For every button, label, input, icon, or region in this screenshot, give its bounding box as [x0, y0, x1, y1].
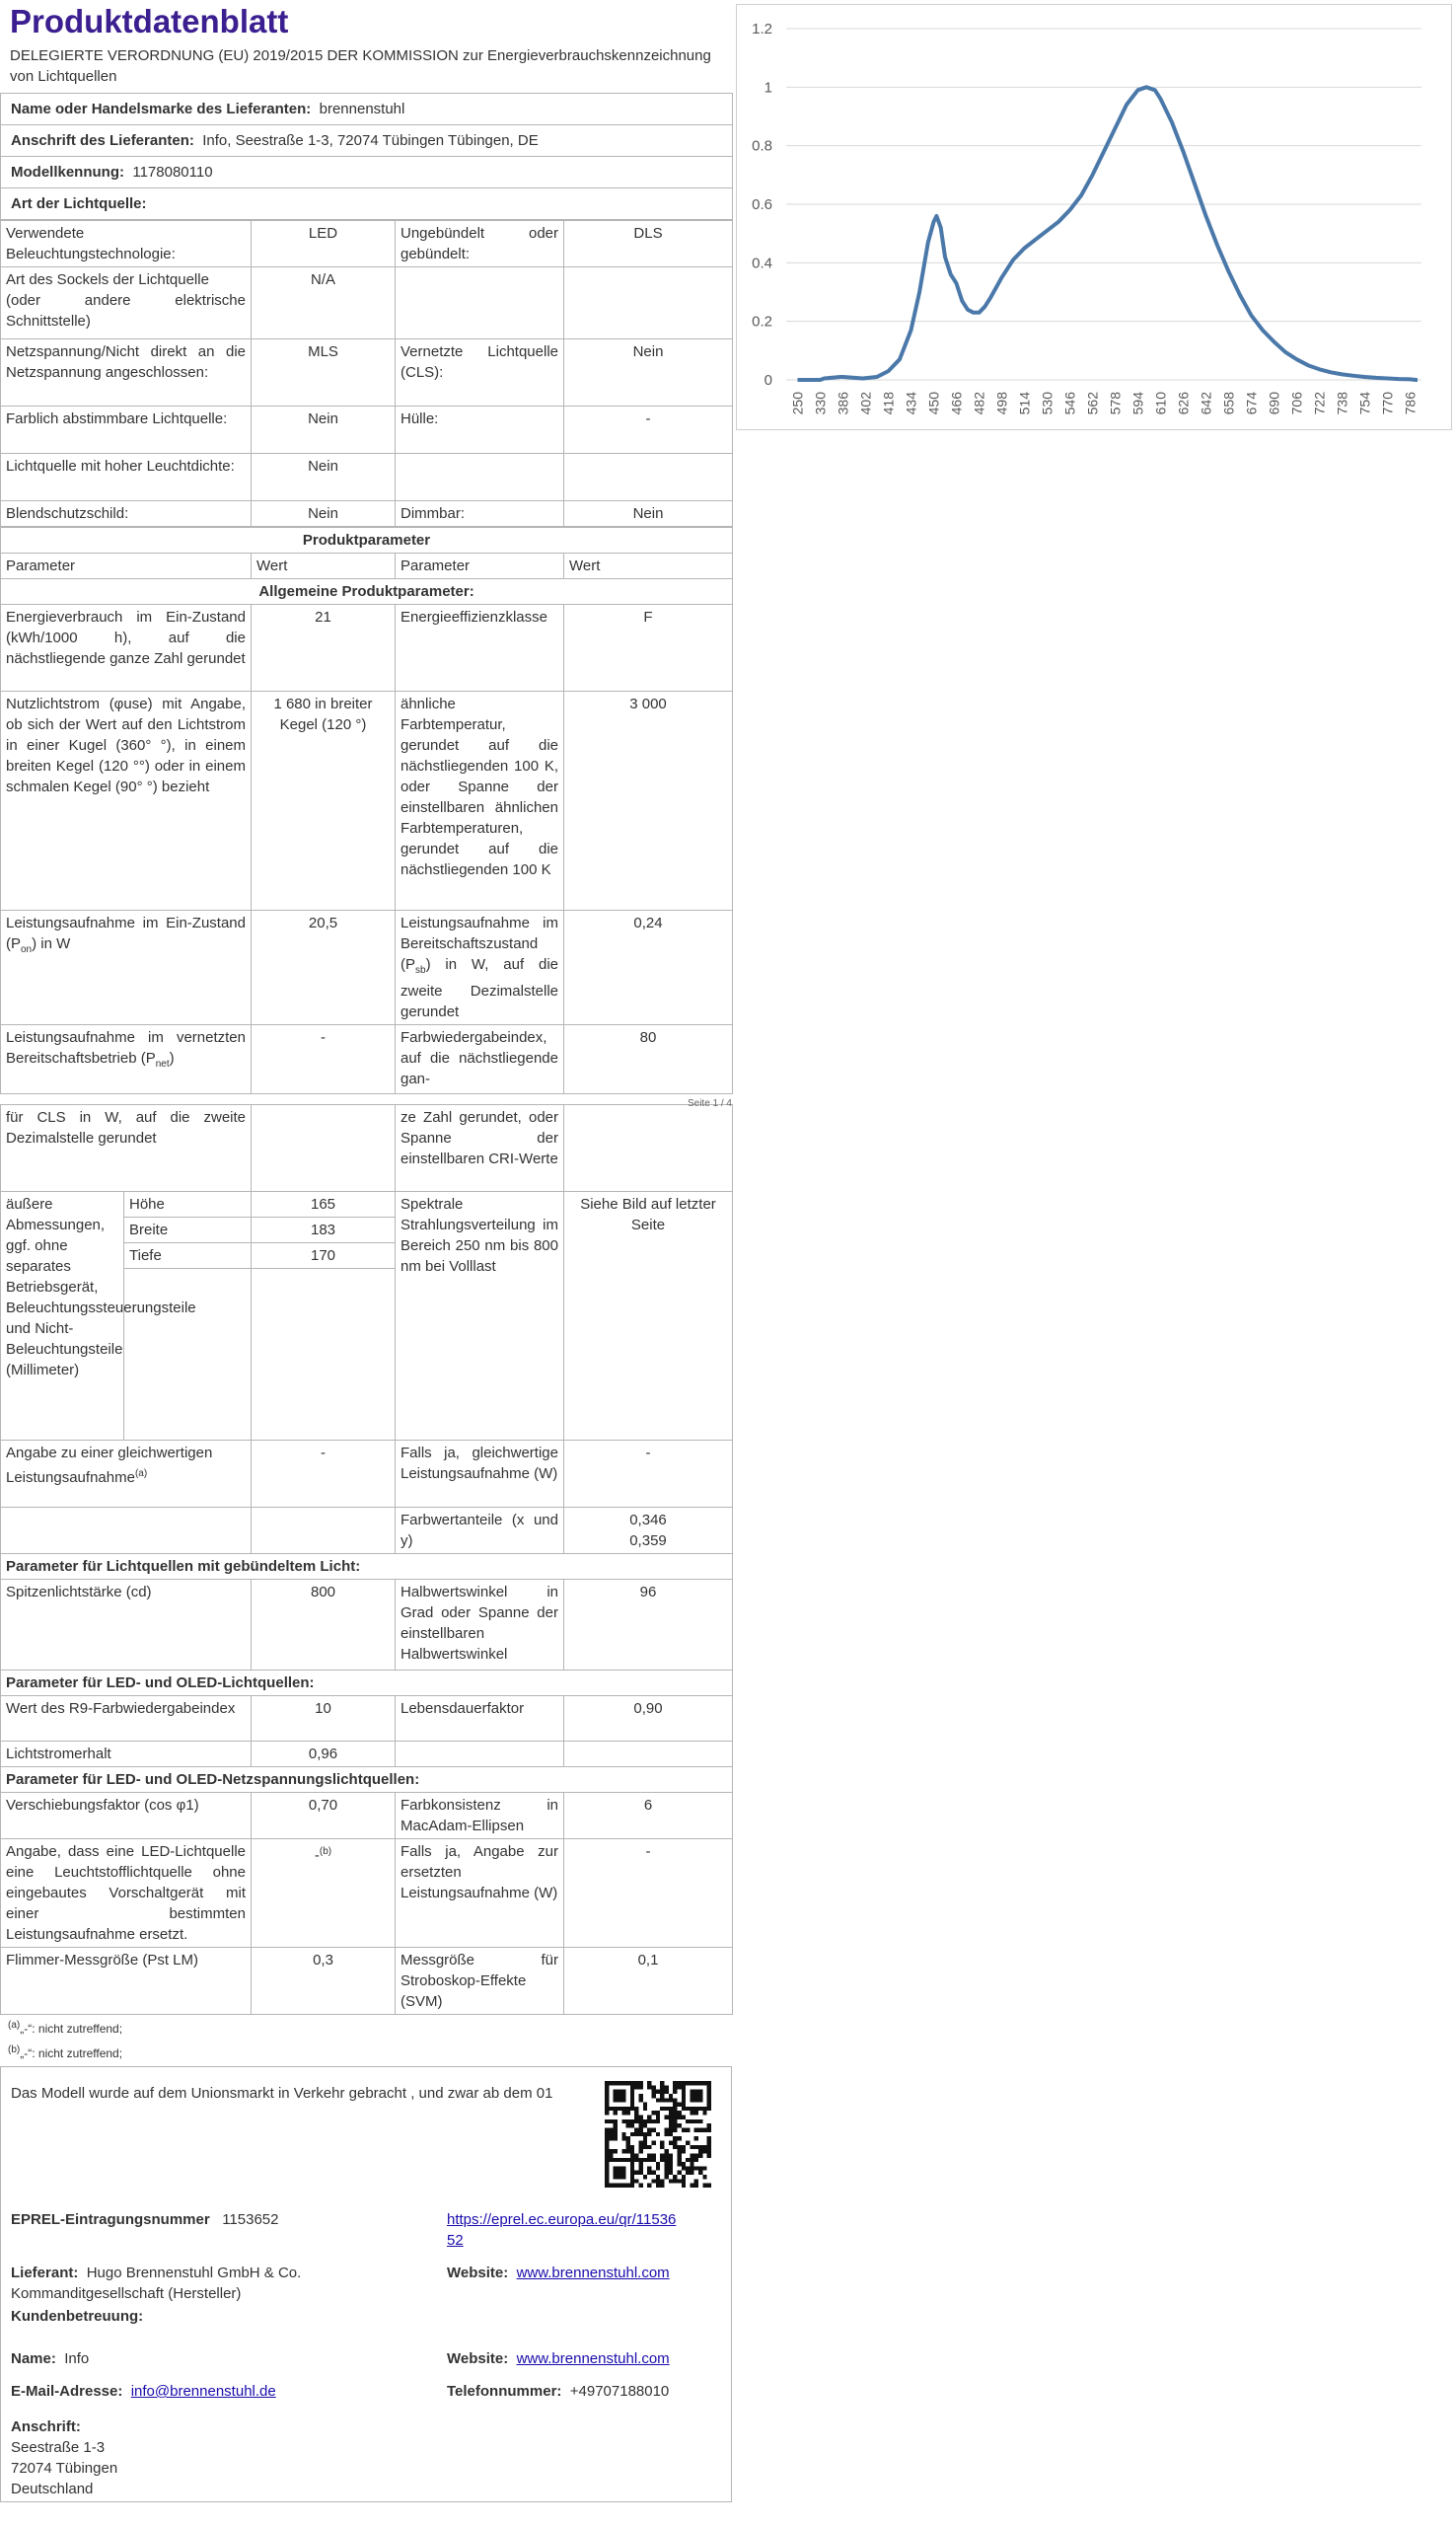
type-label: Netzspannung/Nicht direkt an die Netzspannung angeschlossen: — [1, 339, 252, 407]
luminous-flux-label: Nutzlichtstrom (φuse) mit Angabe, ob sich der Wert auf den Lichtstrom in einer Kugel (360° °), in einem breiten Kegel (120 °°) oder in einem schmalen Kegel (90° °) bezieht — [1, 692, 252, 911]
equivalent-watts-value: - — [564, 1441, 733, 1508]
y-tick-label: 0.2 — [752, 313, 772, 331]
retrofit-claim-value: -$^{(b)}$ — [252, 1839, 396, 1948]
column-header-parameter: Parameter — [396, 554, 564, 579]
phone-value: +49707188010 — [569, 2383, 670, 2400]
x-tick-label: 514 — [1016, 392, 1033, 415]
model-id: 1178080110 — [132, 164, 213, 181]
supplier-address-label: Anschrift des Lieferanten: — [11, 132, 194, 149]
mains-led-heading: Parameter für LED- und OLED-Netzspannungslichtquellen: — [1, 1767, 733, 1793]
page-title: Produktdatenblatt — [10, 3, 289, 39]
type-value: Nein — [252, 501, 396, 527]
cri-label-cont: ze Zahl gerundet, oder Spanne der einstellbaren CRI-Werte — [396, 1105, 564, 1192]
dimensions-label: äußere Abmessungen, ggf. ohne separates Betriebsgerät, Beleuchtungssteuerungsteile und Nicht-Beleuchtungsteile (Millimeter) — [1, 1192, 124, 1441]
type-label: Art des Sockels der Lichtquelle (oder andere elektrische Schnittstelle) — [1, 267, 252, 339]
displacement-factor-value: 0,70 — [252, 1793, 396, 1839]
energy-class-label: Energieeffizienzklasse — [396, 605, 564, 692]
x-tick-label: 754 — [1356, 392, 1373, 415]
spectral-distribution-label: Spektrale Strahlungsverteilung im Bereich 250 nm bis 800 nm bei Volllast — [396, 1192, 564, 1441]
beam-angle-value: 96 — [564, 1580, 733, 1671]
stroboscopic-value: 0,1 — [564, 1948, 733, 2015]
chromaticity-label: Farbwertanteile (x und y) — [396, 1508, 564, 1554]
supplier-value: Hugo Brennenstuhl GmbH & Co. Kommanditgesellschaft (Hersteller) — [11, 2265, 302, 2302]
general-parameters-heading: Allgemeine Produktparameter: — [1, 579, 733, 605]
peak-intensity-value: 800 — [252, 1580, 396, 1671]
peak-intensity-label: Spitzenlichtstärke (cd) — [1, 1580, 252, 1671]
type-label: Blendschutzschild: — [1, 501, 252, 527]
type-value — [564, 454, 733, 501]
supplier-address: Info, Seestraße 1-3, 72074 Tübingen Tübingen, DE — [202, 132, 539, 149]
type-value: Nein — [564, 339, 733, 407]
x-tick-label: 578 — [1107, 392, 1124, 415]
x-tick-label: 386 — [835, 392, 851, 415]
column-header-value: Wert — [252, 554, 396, 579]
x-tick-label: 690 — [1266, 392, 1282, 415]
model-label: Modellkennung: — [11, 164, 124, 181]
networked-standby-label: Leistungsaufnahme im vernetzten Bereitschaftsbetrieb $(P_{net})$ — [1, 1025, 252, 1094]
x-tick-label: 434 — [903, 392, 919, 415]
y-tick-label: 0.8 — [752, 137, 772, 155]
eprel-label: EPREL-Eintragungsnummer — [11, 2211, 210, 2228]
energy-consumption-label: Energieverbrauch im Ein-Zustand (kWh/1000 h), auf die nächstliegende ganze Zahl gerundet — [1, 605, 252, 692]
width-label: Breite — [124, 1218, 252, 1243]
energy-class-value: F — [564, 605, 733, 692]
email-label: E-Mail-Adresse: — [11, 2383, 123, 2400]
page-number: Seite 1 / 4 — [687, 1098, 732, 1109]
product-parameters-table-continued — [0, 1104, 733, 2015]
x-tick-label: 466 — [948, 392, 965, 415]
r9-label: Wert des R9-Farbwiedergabeindex — [1, 1696, 252, 1742]
x-tick-label: 530 — [1039, 392, 1056, 415]
type-label: Vernetzte Lichtquelle (CLS): — [396, 339, 564, 407]
equivalent-power-value: - — [252, 1441, 396, 1508]
x-tick-label: 658 — [1220, 392, 1237, 415]
type-value: Nein — [564, 501, 733, 527]
contact-name: Info — [64, 2350, 90, 2367]
width-value: 183 — [252, 1218, 396, 1243]
x-tick-label: 562 — [1084, 392, 1101, 415]
cri-label: Farbwiedergabeindex, auf die nächstliegende gan- — [396, 1025, 564, 1094]
networked-standby-value: - — [252, 1025, 396, 1094]
led-heading: Parameter für LED- und OLED-Lichtquellen: — [1, 1671, 733, 1696]
x-tick-label: 482 — [971, 392, 987, 415]
type-value: - — [564, 407, 733, 454]
spectrum-series-line — [798, 87, 1419, 380]
y-tick-label: 1.2 — [752, 21, 772, 37]
y-tick-label: 0.4 — [752, 255, 772, 272]
energy-consumption-value: 21 — [252, 605, 396, 692]
height-value: 165 — [252, 1192, 396, 1218]
x-tick-label: 738 — [1334, 392, 1350, 415]
r9-value: 10 — [252, 1696, 396, 1742]
product-parameters-table — [0, 527, 733, 1094]
type-value: N/A — [252, 267, 396, 339]
luminous-flux-value: 1 680 in breiter Kegel (120 °) — [252, 692, 396, 911]
email-link[interactable]: info@brennenstuhl.de — [130, 2383, 276, 2400]
spectral-distribution-value: Siehe Bild auf letzter Seite — [564, 1192, 733, 1441]
depth-label: Tiefe — [124, 1243, 252, 1269]
type-label: Dimmbar: — [396, 501, 564, 527]
x-tick-label: 626 — [1175, 392, 1192, 415]
equivalent-watts-label: Falls ja, gleichwertige Leistungsaufnahme (W) — [396, 1441, 564, 1508]
customer-service-heading: Kundenbetreuung: — [11, 2308, 144, 2325]
depth-value: 170 — [252, 1243, 396, 1269]
type-value: Nein — [252, 407, 396, 454]
type-value: LED — [252, 221, 396, 267]
beam-angle-label: Halbwertswinkel in Grad oder Spanne der einstellbaren Halbwertswinkel — [396, 1580, 564, 1671]
spectral-chart-svg — [737, 5, 1451, 429]
eprel-link[interactable]: https://eprel.ec.europa.eu/qr/1153652 — [447, 2211, 677, 2249]
qr-code-icon[interactable] — [605, 2081, 711, 2188]
x-tick-label: 674 — [1243, 392, 1260, 415]
supplier-table — [0, 93, 733, 220]
datasheet — [0, 0, 732, 2502]
type-label: Ungebündelt oder gebündelt: — [396, 221, 564, 267]
type-value — [564, 267, 733, 339]
x-tick-label: 498 — [993, 392, 1010, 415]
spectral-chart — [736, 4, 1452, 430]
type-value: Nein — [252, 454, 396, 501]
survival-factor-value: 0,90 — [564, 1696, 733, 1742]
y-tick-label: 1 — [764, 79, 772, 97]
column-header-parameter: Parameter — [1, 554, 252, 579]
height-label: Höhe — [124, 1192, 252, 1218]
x-tick-label: 770 — [1379, 392, 1396, 415]
light-source-type-table — [0, 220, 733, 527]
type-value: DLS — [564, 221, 733, 267]
type-label: Verwendete Beleuchtungstechnologie: — [1, 221, 252, 267]
survival-factor-label: Lebensdauerfaktor — [396, 1696, 564, 1742]
lumen-maintenance-value: 0,96 — [252, 1742, 396, 1767]
standby-power-value: 0,24 — [564, 911, 733, 1025]
x-tick-label: 594 — [1129, 392, 1146, 415]
x-tick-label: 418 — [880, 392, 897, 415]
eprel-box — [0, 2066, 732, 2502]
market-date-text: Das Modell wurde auf dem Unionsmarkt in Verkehr gebracht , und zwar ab dem 01 — [11, 2085, 553, 2102]
directional-heading: Parameter für Lichtquellen mit gebündeltem Licht: — [1, 1554, 733, 1580]
retrofit-claim-label: Angabe, dass eine LED-Lichtquelle eine Leuchtstofflichtquelle ohne eingebautes Vorschaltgerät mit einer bestimmten Leistungsaufnahme ersetzt. — [1, 1839, 252, 1948]
supplier-name-label: Name oder Handelsmarke des Lieferanten: — [11, 101, 312, 117]
footnote-b: $^{(b)}$„-“: nicht zutreffend; — [8, 2044, 123, 2060]
regulation-text: DELEGIERTE VERORDNUNG (EU) 2019/2015 DER KOMMISSION zur Energieverbrauchskennzeichnung von Lichtquellen — [10, 47, 711, 85]
type-label — [396, 267, 564, 339]
x-tick-label: 450 — [925, 392, 942, 415]
flicker-value: 0,3 — [252, 1948, 396, 2015]
displacement-factor-label: Verschiebungsfaktor (cos φ1) — [1, 1793, 252, 1839]
x-tick-label: 546 — [1061, 392, 1078, 415]
lumen-maintenance-label: Lichtstromerhalt — [1, 1742, 252, 1767]
color-temperature-value: 3 000 — [564, 692, 733, 911]
x-tick-label: 330 — [812, 392, 829, 415]
website2-label: Website: — [447, 2350, 509, 2367]
x-tick-label: 402 — [857, 392, 874, 415]
x-tick-label: 610 — [1152, 392, 1169, 415]
phone-label: Telefonnummer: — [447, 2383, 562, 2400]
parameters-heading: Produktparameter — [1, 528, 733, 554]
on-mode-power-label: Leistungsaufnahme im Ein-Zustand $(P_{on})$ in W — [1, 911, 252, 1025]
type-label: Hülle: — [396, 407, 564, 454]
type-label: Lichtquelle mit hoher Leuchtdichte: — [1, 454, 252, 501]
x-tick-label: 706 — [1288, 392, 1305, 415]
on-mode-power-value: 20,5 — [252, 911, 396, 1025]
light-source-type-heading: Art der Lichtquelle: — [1, 188, 733, 220]
column-header-value: Wert — [564, 554, 733, 579]
x-tick-label: 722 — [1311, 392, 1328, 415]
chromaticity-value: 0,346 0,359 — [564, 1508, 733, 1554]
color-temperature-label: ähnliche Farbtemperatur, gerundet auf die nächstliegenden 100 K, oder Spanne der einstellbaren ähnlichen Farbtemperaturen, gerundet auf die nächstliegenden 100 K — [396, 692, 564, 911]
flicker-label: Flimmer-Messgröße (Pst LM) — [1, 1948, 252, 2015]
standby-power-label: Leistungsaufnahme im Bereitschaftszustand $(P_{sb})$ in W, auf die zweite Dezimalstelle gerundet — [396, 911, 564, 1025]
retrofit-power-value: - — [564, 1839, 733, 1948]
website-link[interactable]: www.brennenstuhl.com — [516, 2265, 670, 2281]
cri-value: 80 — [564, 1025, 733, 1094]
supplier-name: brennenstuhl — [319, 101, 405, 117]
y-tick-label: 0.6 — [752, 196, 772, 213]
type-label: Farblich abstimmbare Lichtquelle: — [1, 407, 252, 454]
contact-name-label: Name: — [11, 2350, 56, 2367]
retrofit-power-label: Falls ja, Angabe zur ersetzten Leistungsaufnahme (W) — [396, 1839, 564, 1948]
type-value: MLS — [252, 339, 396, 407]
eprel-number: 1153652 — [222, 2211, 279, 2228]
x-tick-label: 642 — [1198, 392, 1214, 415]
networked-standby-label-cont: für CLS in W, auf die zweite Dezimalstelle gerundet — [1, 1105, 252, 1192]
x-tick-label: 250 — [789, 392, 806, 415]
footnote-a: $^{(a)}$„-“: nicht zutreffend; — [8, 2020, 123, 2036]
website-label: Website: — [447, 2265, 509, 2281]
x-tick-label: 786 — [1402, 392, 1419, 415]
equivalent-power-label: Angabe zu einer gleichwertigen Leistungsaufnahme$^{(a)}$ — [1, 1441, 252, 1508]
stroboscopic-label: Messgröße für Stroboskop-Effekte (SVM) — [396, 1948, 564, 2015]
supplier-label: Lieferant: — [11, 2265, 79, 2281]
type-label — [396, 454, 564, 501]
y-tick-label: 0 — [764, 372, 772, 389]
website2-link[interactable]: www.brennenstuhl.com — [516, 2350, 670, 2367]
color-consistency-value: 6 — [564, 1793, 733, 1839]
color-consistency-label: Farbkonsistenz in MacAdam-Ellipsen — [396, 1793, 564, 1839]
contact-address: Anschrift: Seestraße 1-3 72074 Tübingen Deutschland — [11, 2418, 118, 2497]
